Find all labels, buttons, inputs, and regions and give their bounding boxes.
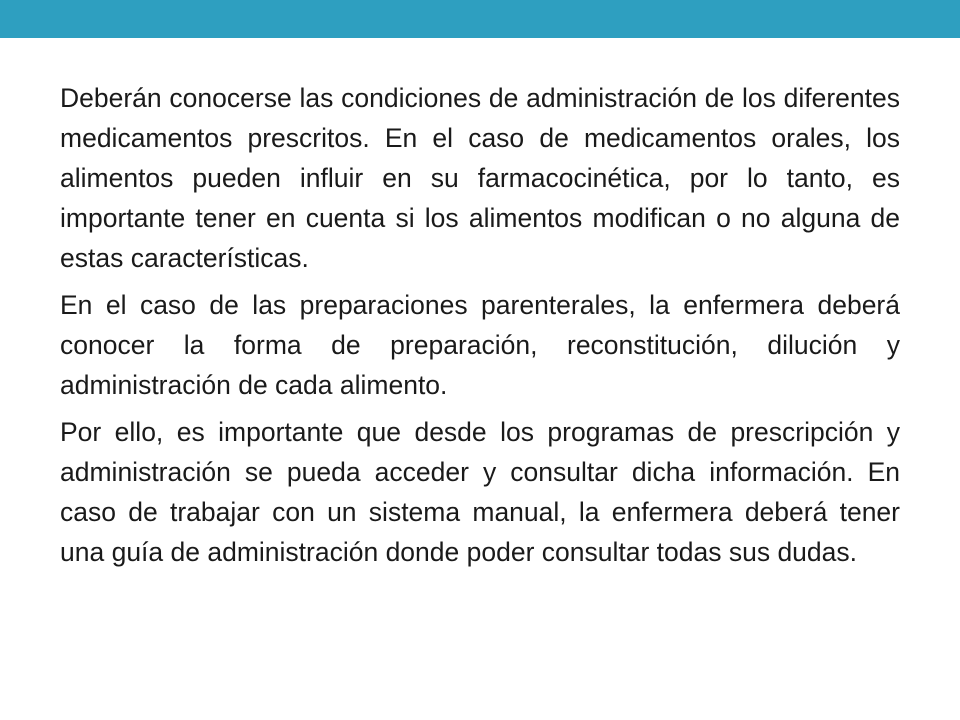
paragraph-parenteral-preparations: En el caso de las preparaciones parenterales, la enfermera deberá conocer la forma de preparación, reconstitución, dilución y administración de cada alimento. [60,290,900,400]
paragraph-administration-conditions: Deberán conocerse las condiciones de administración de los diferentes medicamentos prescritos. En el caso de medicamentos orales, los alimentos pueden influir en su farmacocinética, por lo tanto, es importante tener en cuenta si los alimentos modifican o no alguna de estas características. [60,83,900,273]
slide-body [60,78,900,579]
paragraph-prescription-programs: Por ello, es importante que desde los programas de prescripción y administración se pueda acceder y consultar dicha información. En caso de trabajar con un sistema manual, la enfermera deberá tener una guía de administración donde poder consultar todas sus dudas. [60,417,900,567]
header-accent-band [0,0,960,38]
